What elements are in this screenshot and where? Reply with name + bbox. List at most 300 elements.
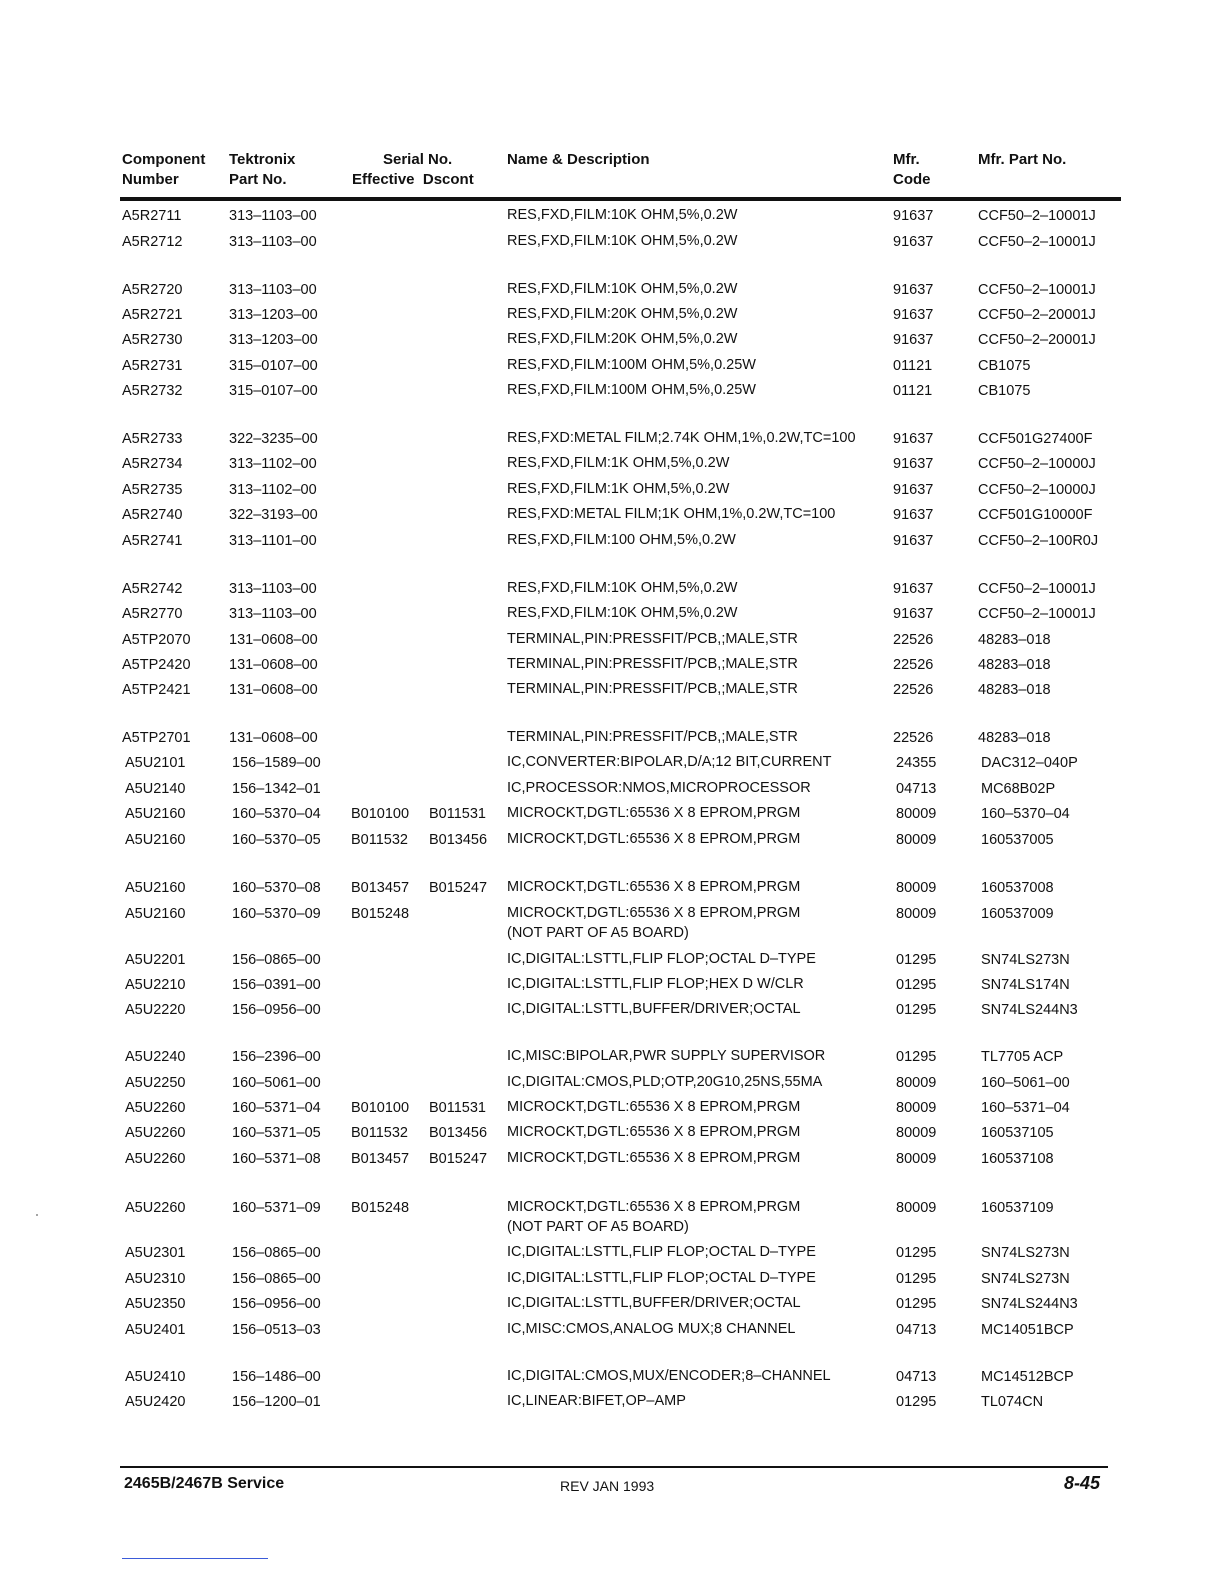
name-description (507, 453, 729, 473)
serial-dscont: B013456 (429, 1125, 488, 1141)
description-line: RES,FXD,FILM:100M OHM,5%,0.25W (507, 357, 756, 373)
mfr-code: 22526 (893, 657, 934, 673)
table-row (0, 204, 1224, 229)
description-line: MICROCKT,DGTL:65536 X 8 EPROM,PRGM (507, 879, 801, 895)
description-line: RES,FXD,FILM:1K OHM,5%,0.2W (507, 481, 730, 497)
name-description (507, 329, 737, 349)
tektronix-part-no: 313–1102–00 (229, 456, 317, 472)
mfr-code: 24355 (896, 755, 937, 771)
component-number: A5U2250 (125, 1075, 186, 1091)
tektronix-part-no: 156–1486–00 (232, 1369, 321, 1385)
component-number: A5R2770 (122, 606, 183, 622)
serial-dscont: B013456 (429, 832, 488, 848)
description-line: RES,FXD,FILM:1K OHM,5%,0.2W (507, 455, 730, 471)
tektronix-part-no: 131–0608–00 (229, 632, 318, 648)
serial-dscont: B011531 (429, 806, 486, 822)
mfr-code: 22526 (893, 632, 934, 648)
tektronix-part-no: 160–5370–08 (232, 880, 321, 896)
component-number: A5R2712 (122, 234, 183, 250)
name-description (507, 1072, 822, 1092)
table-row (0, 1147, 1224, 1172)
mfr-code: 80009 (896, 1075, 937, 1091)
mfr-code: 80009 (896, 880, 937, 896)
component-number: A5U2160 (125, 832, 186, 848)
description-line: TERMINAL,PIN:PRESSFIT/PCB,;MALE,STR (507, 631, 798, 647)
component-number: A5R2730 (122, 332, 183, 348)
table-row (0, 902, 1224, 941)
component-number: A5U2260 (125, 1200, 186, 1216)
mfr-part-no: 160–5370–04 (981, 806, 1070, 822)
component-number: A5U2260 (125, 1151, 186, 1167)
footer-manual-title: 2465B/2467B Service (124, 1475, 285, 1492)
mfr-part-no: SN74LS273N (981, 1245, 1070, 1261)
tektronix-part-no: 156–0956–00 (232, 1296, 321, 1312)
description-line: RES,FXD,FILM:20K OHM,5%,0.2W (507, 331, 738, 347)
table-row (0, 751, 1224, 776)
header-text: Component (122, 151, 206, 168)
tektronix-part-no: 313–1103–00 (229, 208, 317, 224)
tektronix-part-no: 156–1200–01 (232, 1394, 321, 1410)
mfr-code: 91637 (893, 282, 934, 298)
mfr-code: 01295 (896, 952, 937, 968)
component-number: A5TP2421 (122, 682, 191, 698)
mfr-part-no: SN74LS273N (981, 1271, 1070, 1287)
component-number: A5U2260 (125, 1125, 186, 1141)
table-row (0, 478, 1224, 503)
table-row (0, 1071, 1224, 1096)
name-description (507, 1046, 825, 1066)
description-line: TERMINAL,PIN:PRESSFIT/PCB,;MALE,STR (507, 681, 798, 697)
mfr-part-no: SN74LS273N (981, 952, 1070, 968)
footer-rule (120, 1466, 1108, 1468)
table-row (0, 328, 1224, 353)
table-row (0, 876, 1224, 901)
tektronix-part-no: 131–0608–00 (229, 657, 318, 673)
table-row (0, 1267, 1224, 1292)
table-row (0, 828, 1224, 853)
mfr-part-no: CCF501G10000F (978, 507, 1093, 523)
component-number: A5U2410 (125, 1369, 186, 1385)
name-description (507, 778, 811, 798)
component-number: A5U2401 (125, 1322, 186, 1338)
tektronix-part-no: 156–0865–00 (232, 1245, 321, 1261)
name-description (507, 1097, 800, 1117)
description-line: IC,DIGITAL:CMOS,PLD;OTP,20G10,25NS,55MA (507, 1074, 823, 1090)
description-line: TERMINAL,PIN:PRESSFIT/PCB,;MALE,STR (507, 656, 798, 672)
header-text: Code (893, 171, 931, 188)
name-description (507, 679, 798, 699)
table-row (0, 529, 1224, 554)
description-line: (NOT PART OF A5 BOARD) (507, 1219, 689, 1235)
mfr-code: 04713 (896, 781, 937, 797)
mfr-code: 01295 (896, 1049, 937, 1065)
description-line: IC,DIGITAL:LSTTL,BUFFER/DRIVER;OCTAL (507, 1001, 801, 1017)
component-number: A5U2160 (125, 806, 186, 822)
name-description (507, 974, 804, 994)
description-line: IC,LINEAR:BIFET,OP–AMP (507, 1393, 686, 1409)
mfr-code: 22526 (893, 730, 934, 746)
mfr-code: 01121 (893, 383, 933, 399)
table-row (0, 303, 1224, 328)
mfr-part-no: 48283–018 (978, 682, 1051, 698)
table-row (0, 973, 1224, 998)
name-description (507, 999, 801, 1019)
tektronix-part-no: 156–0513–03 (232, 1322, 321, 1338)
tektronix-part-no: 313–1103–00 (229, 581, 317, 597)
component-number: A5R2720 (122, 282, 183, 298)
name-description (507, 428, 856, 448)
mfr-code: 91637 (893, 482, 934, 498)
tektronix-part-no: 160–5370–09 (232, 906, 321, 922)
name-description (507, 304, 737, 324)
component-number: A5U2260 (125, 1100, 186, 1116)
name-description (507, 949, 816, 969)
name-description (507, 355, 756, 375)
name-description (507, 903, 800, 943)
component-number: A5U2301 (125, 1245, 186, 1261)
serial-effective: B010100 (351, 1100, 410, 1116)
component-number: A5TP2701 (122, 730, 191, 746)
tektronix-part-no: 160–5061–00 (232, 1075, 321, 1091)
mfr-part-no: CB1075 (978, 358, 1031, 374)
mfr-part-no: 160537108 (981, 1151, 1054, 1167)
header-text: Number (122, 171, 179, 188)
tektronix-part-no: 156–1589–00 (232, 755, 321, 771)
component-number: A5U2160 (125, 880, 186, 896)
name-description (507, 1122, 800, 1142)
tektronix-part-no: 160–5371–08 (232, 1151, 321, 1167)
tektronix-part-no: 156–0956–00 (232, 1002, 321, 1018)
table-row (0, 278, 1224, 303)
mfr-code: 04713 (896, 1369, 937, 1385)
header-text: Effective Dscont (352, 171, 474, 188)
mfr-part-no: CCF50–2–20001J (978, 307, 1096, 323)
description-line: RES,FXD,FILM:10K OHM,5%,0.2W (507, 207, 738, 223)
description-line: IC,CONVERTER:BIPOLAR,D/A;12 BIT,CURRENT (507, 754, 832, 770)
description-line: MICROCKT,DGTL:65536 X 8 EPROM,PRGM (507, 831, 801, 847)
tektronix-part-no: 131–0608–00 (229, 730, 318, 746)
mfr-part-no: CCF50–2–20001J (978, 332, 1096, 348)
tektronix-part-no: 313–1102–00 (229, 482, 317, 498)
mfr-code: 80009 (896, 1125, 937, 1141)
mfr-code: 91637 (893, 307, 934, 323)
description-line: IC,DIGITAL:LSTTL,FLIP FLOP;OCTAL D–TYPE (507, 1244, 816, 1260)
table-row (0, 1045, 1224, 1070)
mfr-part-no: 160–5371–04 (981, 1100, 1070, 1116)
description-line: IC,DIGITAL:LSTTL,FLIP FLOP;HEX D W/CLR (507, 976, 804, 992)
component-number: A5R2735 (122, 482, 183, 498)
name-description (507, 1148, 800, 1168)
description-line: (NOT PART OF A5 BOARD) (507, 925, 689, 941)
tektronix-part-no: 156–0865–00 (232, 1271, 321, 1287)
scan-underline (122, 1558, 268, 1559)
component-number: A5R2741 (122, 533, 183, 549)
mfr-part-no: SN74LS244N3 (981, 1296, 1078, 1312)
table-row (0, 1365, 1224, 1390)
table-row (0, 577, 1224, 602)
component-number: A5U2201 (125, 952, 186, 968)
name-description (507, 504, 835, 524)
component-number: A5R2731 (122, 358, 183, 374)
component-number: A5U2160 (125, 906, 186, 922)
tektronix-part-no: 322–3235–00 (229, 431, 318, 447)
description-line: IC,DIGITAL:CMOS,MUX/ENCODER;8–CHANNEL (507, 1368, 831, 1384)
table-row (0, 678, 1224, 703)
description-line: IC,MISC:BIPOLAR,PWR SUPPLY SUPERVISOR (507, 1048, 826, 1064)
mfr-code: 80009 (896, 906, 937, 922)
mfr-code: 91637 (893, 208, 934, 224)
mfr-part-no: TL7705 ACP (981, 1049, 1064, 1065)
description-line: MICROCKT,DGTL:65536 X 8 EPROM,PRGM (507, 1150, 801, 1166)
mfr-part-no: CCF50–2–10000J (978, 456, 1096, 472)
tektronix-part-no: 156–0391–00 (232, 977, 321, 993)
mfr-code: 80009 (896, 1200, 937, 1216)
table-row (0, 427, 1224, 452)
mfr-code: 22526 (893, 682, 934, 698)
mfr-part-no: 160537109 (981, 1200, 1054, 1216)
serial-effective: B013457 (351, 1151, 410, 1167)
table-row (0, 948, 1224, 973)
mfr-code: 80009 (896, 806, 937, 822)
name-description (507, 578, 737, 598)
component-number: A5U2101 (125, 755, 186, 771)
name-description (507, 530, 736, 550)
name-description (507, 1366, 831, 1386)
tektronix-part-no: 315–0107–00 (229, 383, 318, 399)
description-line: RES,FXD:METAL FILM;2.74K OHM,1%,0.2W,TC=100 (507, 430, 856, 446)
description-line: RES,FXD,FILM:10K OHM,5%,0.2W (507, 605, 738, 621)
description-line: MICROCKT,DGTL:65536 X 8 EPROM,PRGM (507, 905, 801, 921)
name-description (507, 1197, 800, 1237)
mfr-part-no: 160537008 (981, 880, 1054, 896)
description-line: RES,FXD,FILM:100 OHM,5%,0.2W (507, 532, 736, 548)
mfr-part-no: 160537105 (981, 1125, 1054, 1141)
scan-speck (36, 1214, 38, 1216)
description-line: IC,MISC:CMOS,ANALOG MUX;8 CHANNEL (507, 1321, 796, 1337)
mfr-part-no: SN74LS244N3 (981, 1002, 1078, 1018)
table-row (0, 653, 1224, 678)
mfr-part-no: CCF501G27400F (978, 431, 1093, 447)
mfr-code: 04713 (896, 1322, 937, 1338)
component-number: A5R2742 (122, 581, 183, 597)
name-description (507, 479, 729, 499)
component-number: A5R2711 (122, 208, 182, 224)
tektronix-part-no: 156–1342–01 (232, 781, 321, 797)
name-description (507, 629, 798, 649)
mfr-code: 01295 (896, 1394, 937, 1410)
header-text: Name & Description (507, 151, 650, 168)
name-description (507, 1391, 686, 1411)
tektronix-part-no: 160–5370–05 (232, 832, 321, 848)
serial-effective: B013457 (351, 880, 410, 896)
component-number: A5R2721 (122, 307, 183, 323)
component-number: A5R2740 (122, 507, 183, 523)
description-line: IC,DIGITAL:LSTTL,FLIP FLOP;OCTAL D–TYPE (507, 1270, 816, 1286)
table-row (0, 354, 1224, 379)
component-number: A5U2220 (125, 1002, 186, 1018)
mfr-part-no: 160537009 (981, 906, 1054, 922)
name-description (507, 727, 798, 747)
mfr-part-no: CCF50–2–10001J (978, 234, 1096, 250)
table-row (0, 1196, 1224, 1235)
tektronix-part-no: 313–1203–00 (229, 307, 318, 323)
tektronix-part-no: 156–0865–00 (232, 952, 321, 968)
component-number: A5TP2420 (122, 657, 191, 673)
serial-dscont: B011531 (429, 1100, 486, 1116)
description-line: RES,FXD,FILM:20K OHM,5%,0.2W (507, 306, 738, 322)
table-row (0, 1096, 1224, 1121)
component-number: A5U2240 (125, 1049, 186, 1065)
tektronix-part-no: 160–5371–05 (232, 1125, 321, 1141)
tektronix-part-no: 160–5370–04 (232, 806, 321, 822)
mfr-part-no: 48283–018 (978, 730, 1051, 746)
mfr-code: 91637 (893, 606, 934, 622)
component-number: A5U2350 (125, 1296, 186, 1312)
name-description (507, 877, 800, 897)
mfr-part-no: CCF50–2–10000J (978, 482, 1096, 498)
name-description (507, 603, 737, 623)
component-number: A5U2210 (125, 977, 186, 993)
component-number: A5U2310 (125, 1271, 186, 1287)
table-row (0, 802, 1224, 827)
mfr-code: 01295 (896, 1296, 937, 1312)
table-row (0, 726, 1224, 751)
description-line: MICROCKT,DGTL:65536 X 8 EPROM,PRGM (507, 1124, 801, 1140)
table-row (0, 602, 1224, 627)
description-line: TERMINAL,PIN:PRESSFIT/PCB,;MALE,STR (507, 729, 798, 745)
serial-effective: B011532 (351, 1125, 408, 1141)
serial-dscont: B015247 (429, 1151, 488, 1167)
serial-effective: B010100 (351, 806, 410, 822)
serial-effective: B015248 (351, 906, 410, 922)
serial-dscont: B015247 (429, 880, 488, 896)
mfr-code: 91637 (893, 332, 934, 348)
table-row (0, 628, 1224, 653)
component-number: A5U2420 (125, 1394, 186, 1410)
mfr-part-no: 48283–018 (978, 632, 1051, 648)
tektronix-part-no: 313–1203–00 (229, 332, 318, 348)
tektronix-part-no: 160–5371–04 (232, 1100, 321, 1116)
mfr-part-no: MC14051BCP (981, 1322, 1074, 1338)
mfr-code: 91637 (893, 456, 934, 472)
component-number: A5R2733 (122, 431, 183, 447)
footer-revision: REV JAN 1993 (560, 1478, 655, 1494)
tektronix-part-no: 313–1103–00 (229, 606, 317, 622)
mfr-part-no: MC68B02P (981, 781, 1056, 797)
name-description (507, 380, 756, 400)
header-text: Mfr. (893, 151, 920, 168)
mfr-part-no: CCF50–2–100R0J (978, 533, 1099, 549)
description-line: RES,FXD,FILM:100M OHM,5%,0.25W (507, 382, 756, 398)
tektronix-part-no: 131–0608–00 (229, 682, 318, 698)
table-row (0, 1241, 1224, 1266)
description-line: MICROCKT,DGTL:65536 X 8 EPROM,PRGM (507, 1199, 801, 1215)
name-description (507, 829, 800, 849)
header-text: Part No. (229, 171, 287, 188)
table-row (0, 1318, 1224, 1343)
description-line: RES,FXD,FILM:10K OHM,5%,0.2W (507, 281, 738, 297)
table-row (0, 777, 1224, 802)
mfr-code: 91637 (893, 234, 934, 250)
mfr-code: 01295 (896, 1002, 937, 1018)
tektronix-part-no: 160–5371–09 (232, 1200, 321, 1216)
table-row (0, 379, 1224, 404)
mfr-code: 91637 (893, 507, 934, 523)
mfr-part-no: CCF50–2–10001J (978, 606, 1096, 622)
header-text: Tektronix (229, 151, 296, 168)
table-row (0, 230, 1224, 255)
name-description (507, 231, 737, 251)
mfr-part-no: 160–5061–00 (981, 1075, 1070, 1091)
description-line: IC,PROCESSOR:NMOS,MICROPROCESSOR (507, 780, 811, 796)
name-description (507, 654, 798, 674)
name-description (507, 1242, 816, 1262)
mfr-code: 91637 (893, 533, 934, 549)
name-description (507, 1268, 816, 1288)
description-line: IC,DIGITAL:LSTTL,BUFFER/DRIVER;OCTAL (507, 1295, 801, 1311)
mfr-part-no: 160537005 (981, 832, 1054, 848)
description-line: IC,DIGITAL:LSTTL,FLIP FLOP;OCTAL D–TYPE (507, 951, 816, 967)
mfr-code: 80009 (896, 1100, 937, 1116)
name-description (507, 1293, 801, 1313)
mfr-part-no: TL074CN (981, 1394, 1044, 1410)
header-text: Serial No. (383, 151, 453, 168)
name-description (507, 1319, 795, 1339)
description-line: MICROCKT,DGTL:65536 X 8 EPROM,PRGM (507, 805, 801, 821)
serial-effective: B011532 (351, 832, 408, 848)
mfr-part-no: CCF50–2–10001J (978, 581, 1096, 597)
tektronix-part-no: 313–1101–00 (229, 533, 317, 549)
mfr-part-no: 48283–018 (978, 657, 1051, 673)
tektronix-part-no: 315–0107–00 (229, 358, 318, 374)
mfr-code: 80009 (896, 1151, 937, 1167)
name-description (507, 279, 737, 299)
table-row (0, 1121, 1224, 1146)
mfr-part-no: SN74LS174N (981, 977, 1070, 993)
header-text: Mfr. Part No. (978, 151, 1067, 168)
mfr-code: 80009 (896, 832, 937, 848)
name-description (507, 752, 831, 772)
table-row (0, 503, 1224, 528)
mfr-part-no: CCF50–2–10001J (978, 282, 1096, 298)
component-number: A5R2734 (122, 456, 183, 472)
tektronix-part-no: 313–1103–00 (229, 234, 317, 250)
component-number: A5TP2070 (122, 632, 191, 648)
mfr-code: 91637 (893, 581, 934, 597)
description-line: RES,FXD:METAL FILM;1K OHM,1%,0.2W,TC=100 (507, 506, 836, 522)
mfr-code: 01295 (896, 977, 937, 993)
tektronix-part-no: 156–2396–00 (232, 1049, 321, 1065)
table-row (0, 1390, 1224, 1415)
tektronix-part-no: 322–3193–00 (229, 507, 318, 523)
description-line: RES,FXD,FILM:10K OHM,5%,0.2W (507, 233, 738, 249)
mfr-part-no: CB1075 (978, 383, 1031, 399)
description-line: RES,FXD,FILM:10K OHM,5%,0.2W (507, 580, 738, 596)
footer-page-number: 8-45 (1064, 1473, 1101, 1493)
name-description (507, 205, 737, 225)
table-row (0, 452, 1224, 477)
mfr-code: 01121 (893, 358, 933, 374)
description-line: MICROCKT,DGTL:65536 X 8 EPROM,PRGM (507, 1099, 801, 1115)
mfr-part-no: DAC312–040P (981, 755, 1078, 771)
tektronix-part-no: 313–1103–00 (229, 282, 317, 298)
mfr-part-no: MC14512BCP (981, 1369, 1074, 1385)
mfr-code: 01295 (896, 1271, 937, 1287)
name-description (507, 803, 800, 823)
serial-effective: B015248 (351, 1200, 410, 1216)
component-number: A5U2140 (125, 781, 186, 797)
mfr-code: 91637 (893, 431, 934, 447)
